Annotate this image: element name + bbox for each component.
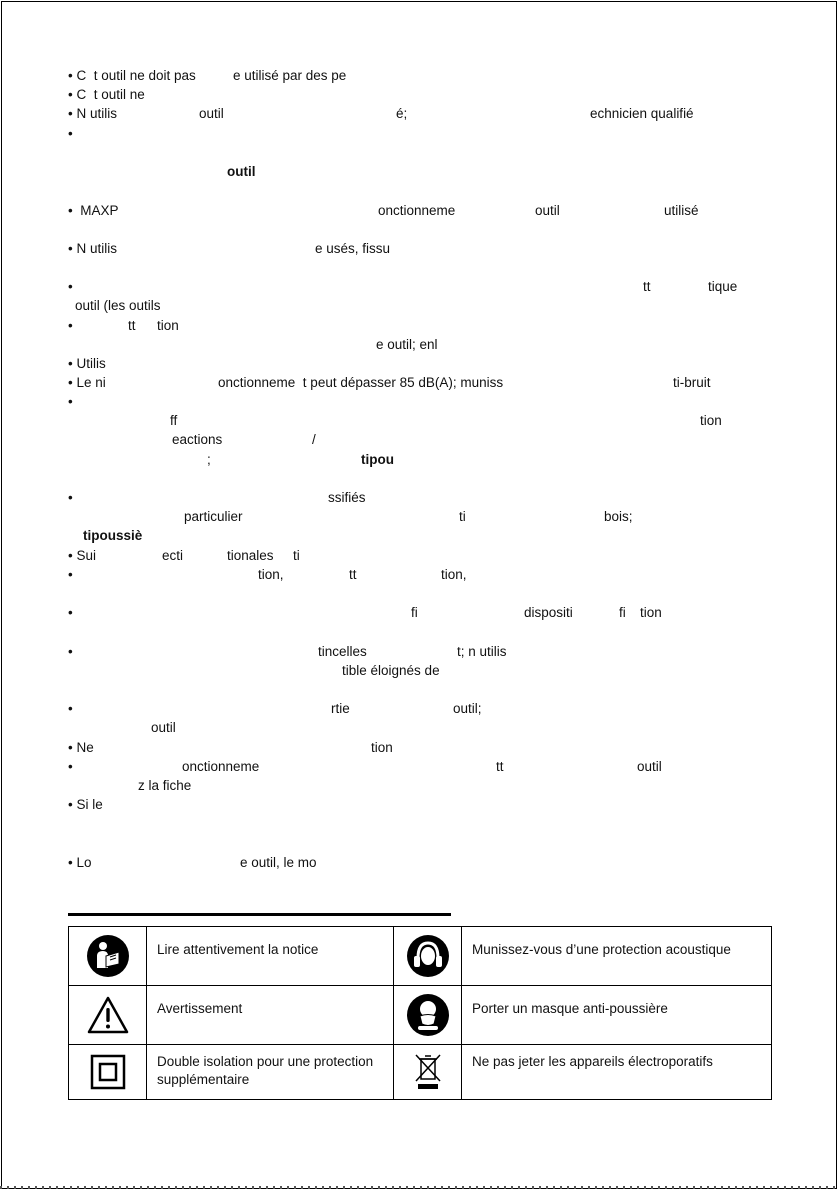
text-fragment: fi (411, 605, 418, 620)
double-insulation-icon (90, 1054, 126, 1090)
text-fragment: • C t outil ne doit pas (68, 68, 196, 83)
icon-cell (69, 1045, 147, 1100)
text-fragment: tible éloignés de (342, 663, 440, 678)
text-fragment: ti (459, 509, 466, 524)
text-fragment: outil; (453, 701, 482, 716)
text-fragment: • (68, 759, 73, 774)
text-fragment: ff (170, 413, 178, 428)
text-fragment: • (68, 644, 73, 659)
text-fragment: • (68, 126, 73, 141)
text-fragment: t; n utilis (457, 644, 507, 659)
text-fragment: outil (les outils (75, 298, 161, 313)
text-fragment: e outil, le mo (240, 855, 317, 870)
weee-crossed-bin-icon (414, 1053, 442, 1091)
text-fragment: tt (128, 318, 136, 333)
text-fragment: e outil; enl (376, 337, 438, 352)
text-fragment: tion (371, 740, 393, 755)
text-fragment: • (68, 605, 73, 620)
text-fragment: tion (700, 413, 722, 428)
text-fragment: outil (199, 106, 224, 121)
table-row (69, 927, 772, 986)
text-fragment: • MAXP (68, 203, 119, 218)
text-fragment: tion (157, 318, 179, 333)
text-fragment: fi (619, 605, 626, 620)
read-manual-icon (86, 934, 130, 978)
symbol-description: Ne pas jeter les appareils électroporatifs (462, 1045, 772, 1100)
text-fragment: • Utilis (68, 356, 106, 371)
text-fragment: • Lo (68, 855, 92, 870)
symbol-description: Avertissement (147, 986, 394, 1045)
symbol-description: Porter un masque anti-poussière (462, 986, 772, 1045)
table-row (69, 986, 772, 1045)
text-fragment: ssifiés (328, 490, 366, 505)
text-fragment: outil (535, 203, 560, 218)
icon-cell (394, 1045, 462, 1100)
icon-cell (394, 927, 462, 986)
text-fragment: • N utilis (68, 241, 117, 256)
text-fragment: outil (227, 164, 256, 179)
text-fragment: rtie (331, 701, 350, 716)
text-fragment: eactions (172, 432, 223, 447)
text-fragment: e utilisé par des pe (233, 68, 347, 83)
text-fragment: tionales (227, 548, 274, 563)
icon-cell (69, 986, 147, 1045)
text-fragment: ; (207, 452, 211, 467)
text-fragment: e usés, fissu (315, 241, 391, 256)
text-fragment: outil (637, 759, 662, 774)
text-fragment: bois; (604, 509, 633, 524)
section-rule (68, 913, 451, 916)
text-fragment: tincelles (318, 644, 367, 659)
text-fragment: dispositi (524, 605, 573, 620)
text-fragment: ecti (162, 548, 184, 563)
text-fragment: • (68, 490, 73, 505)
text-fragment: utilisé (664, 203, 699, 218)
text-fragment: • (68, 567, 73, 582)
text-fragment: • (68, 279, 73, 294)
text-fragment: tt (349, 567, 357, 582)
text-fragment: z la fiche (138, 778, 192, 793)
warning-triangle-icon (86, 995, 130, 1035)
ear-protection-icon (406, 934, 450, 978)
table-row (69, 1045, 772, 1100)
symbol-description: Munissez-vous d’une protection acoustique (462, 927, 772, 986)
text-fragment: • (68, 318, 73, 333)
text-fragment: / (312, 432, 316, 447)
text-fragment: particulier (184, 509, 243, 524)
text-fragment: • N utilis (68, 106, 117, 121)
symbol-description: Lire attentivement la notice (147, 927, 394, 986)
text-fragment: • (68, 394, 73, 409)
text-fragment: tipoussiè (83, 528, 143, 543)
text-fragment: outil (151, 720, 176, 735)
text-fragment: ti (293, 548, 300, 563)
icon-cell (394, 986, 462, 1045)
symbol-description: Double isolation pour une protection supplémentaire (147, 1045, 394, 1100)
text-fragment: onctionneme t peut dépasser 85 dB(A); muniss (218, 375, 504, 390)
text-fragment: tique (708, 279, 738, 294)
text-fragment: onctionneme (378, 203, 456, 218)
text-fragment: echnicien qualifié (590, 106, 694, 121)
text-fragment: tion, (258, 567, 284, 582)
text-fragment: onctionneme (182, 759, 260, 774)
dust-mask-icon (406, 993, 450, 1037)
text-fragment: • (68, 701, 73, 716)
text-fragment: tt (643, 279, 651, 294)
text-fragment: é; (396, 106, 408, 121)
text-fragment: • Ne (68, 740, 94, 755)
text-fragment: tion (640, 605, 662, 620)
text-fragment: ti-bruit (673, 375, 711, 390)
text-fragment: tt (496, 759, 504, 774)
text-fragment: • C t outil ne (68, 87, 145, 102)
text-fragment: • Si le (68, 797, 103, 812)
page-bottom-edge (0, 1186, 840, 1189)
text-fragment: tipou (361, 452, 394, 467)
icon-cell (69, 927, 147, 986)
text-fragment: • Sui (68, 548, 96, 563)
text-fragment: • Le ni (68, 375, 106, 390)
text-fragment: tion, (441, 567, 467, 582)
symbols-table (68, 926, 772, 1100)
